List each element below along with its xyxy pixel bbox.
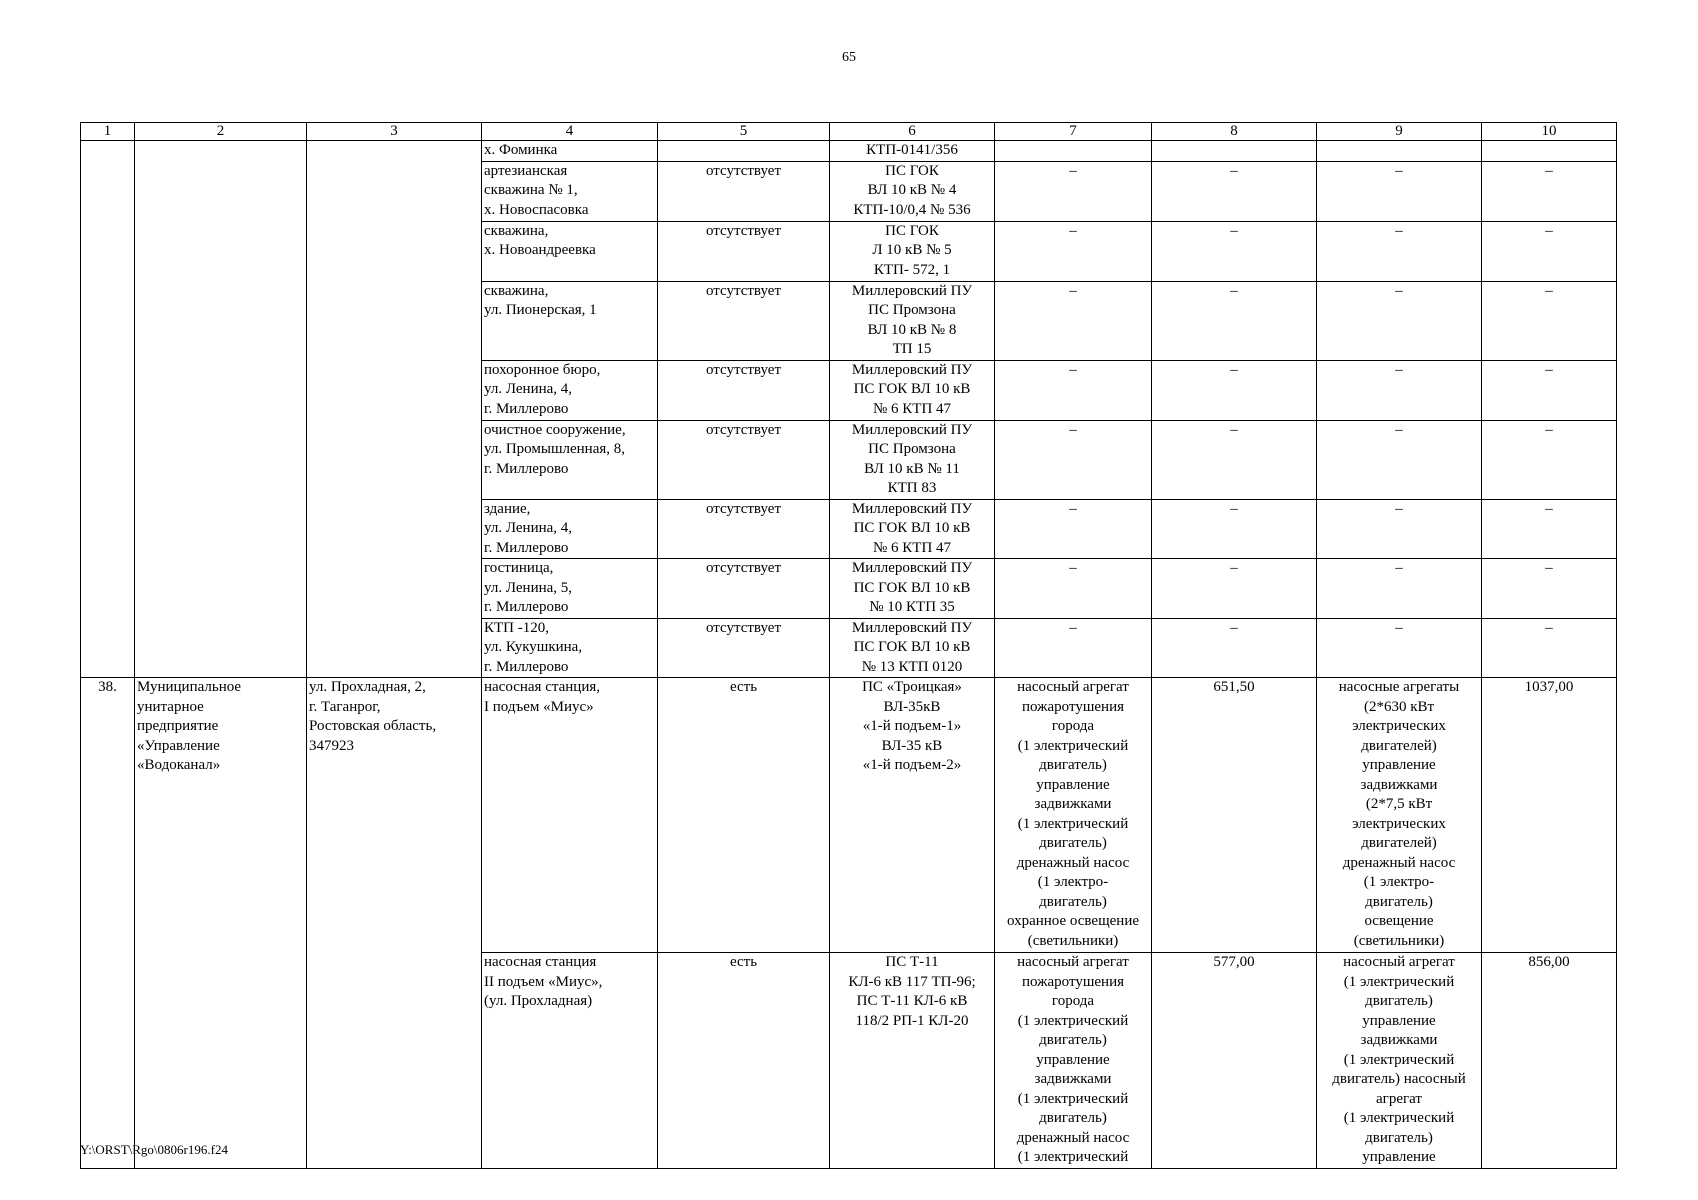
entry-number: 38.	[81, 678, 135, 1169]
header-row	[81, 123, 1617, 141]
reserve-cell: отсутствует	[658, 420, 830, 499]
object-cell: насосная станция II подъем «Миус», (ул. Прохладная)	[482, 953, 658, 1169]
reserve-cell: есть	[658, 678, 830, 953]
object-cell: гостиница, ул. Ленина, 5, г. Миллерово	[482, 559, 658, 619]
reserve-cell: отсутствует	[658, 221, 830, 281]
table-row	[81, 141, 1617, 162]
value-cell: –	[1482, 281, 1617, 360]
power-value: 1037,00	[1482, 678, 1617, 953]
header-cell: 4	[482, 123, 658, 141]
power-value: 651,50	[1152, 678, 1317, 953]
reserve-cell: отсутствует	[658, 360, 830, 420]
reserve-cell: отсутствует	[658, 559, 830, 619]
supply-cell: КТП-0141/356	[830, 141, 995, 162]
value-cell: –	[995, 559, 1152, 619]
value-cell: –	[1317, 499, 1482, 559]
header-cell: 1	[81, 123, 135, 141]
reserve-cell: отсутствует	[658, 618, 830, 678]
value-cell: –	[995, 360, 1152, 420]
value-cell: –	[1482, 360, 1617, 420]
object-cell: артезианская скважина № 1, х. Новоспасовка	[482, 161, 658, 221]
value-cell: –	[1152, 221, 1317, 281]
value-cell	[1317, 141, 1482, 162]
value-cell: –	[1152, 618, 1317, 678]
equipment-cell: насосный агрегат пожаротушения города (1 электрический двигатель) управление задвижками (1 электрический двигатель) дренажный насос (1 электрический	[995, 953, 1152, 1169]
value-cell: –	[1482, 499, 1617, 559]
supply-cell: ПС «Троицкая» ВЛ-35кВ «1-й подъем-1» ВЛ-35 кВ «1-й подъем-2»	[830, 678, 995, 953]
supply-cell: Миллеровский ПУ ПС ГОК ВЛ 10 кВ № 13 КТП 0120	[830, 618, 995, 678]
value-cell: –	[1317, 420, 1482, 499]
file-path-footer: Y:\ORST\Rgo\0806r196.f24	[80, 1142, 228, 1157]
value-cell: –	[1317, 559, 1482, 619]
value-cell: –	[1317, 221, 1482, 281]
object-cell: похоронное бюро, ул. Ленина, 4, г. Миллерово	[482, 360, 658, 420]
header-cell: 7	[995, 123, 1152, 141]
reserve-cell	[658, 141, 830, 162]
data-table	[80, 122, 1617, 1169]
value-cell: –	[1152, 281, 1317, 360]
value-cell	[995, 141, 1152, 162]
value-cell: –	[995, 161, 1152, 221]
object-cell: здание, ул. Ленина, 4, г. Миллерово	[482, 499, 658, 559]
reserve-cell: отсутствует	[658, 499, 830, 559]
value-cell: –	[1317, 161, 1482, 221]
value-cell: –	[995, 221, 1152, 281]
supply-cell: ПС ГОК ВЛ 10 кВ № 4 КТП-10/0,4 № 536	[830, 161, 995, 221]
supply-cell: Миллеровский ПУ ПС Промзона ВЛ 10 кВ № 8 ТП 15	[830, 281, 995, 360]
power-value: 577,00	[1152, 953, 1317, 1169]
supply-cell: ПС ГОК Л 10 кВ № 5 КТП- 572, 1	[830, 221, 995, 281]
value-cell: –	[1317, 360, 1482, 420]
header-cell: 3	[307, 123, 482, 141]
value-cell: –	[1152, 360, 1317, 420]
value-cell: –	[1317, 618, 1482, 678]
value-cell: –	[1317, 281, 1482, 360]
organization-cell: Муниципальное унитарное предприятие «Управление «Водоканал»	[135, 678, 307, 1169]
equipment-cell: насосный агрегат пожаротушения города (1 электрический двигатель) управление задвижками (1 электрический двигатель) дренажный насос (1 электро- двигатель) охранное освещение (светильники)	[995, 678, 1152, 953]
value-cell: –	[1482, 161, 1617, 221]
object-cell: скважина, х. Новоандреевка	[482, 221, 658, 281]
value-cell: –	[1152, 420, 1317, 499]
reserve-cell: отсутствует	[658, 281, 830, 360]
object-cell: скважина, ул. Пионерская, 1	[482, 281, 658, 360]
value-cell: –	[1482, 618, 1617, 678]
page-number: 65	[842, 50, 856, 65]
empty-cell	[135, 141, 307, 678]
header-cell: 8	[1152, 123, 1317, 141]
header-cell: 6	[830, 123, 995, 141]
header-cell: 5	[658, 123, 830, 141]
object-cell: х. Фоминка	[482, 141, 658, 162]
value-cell: –	[995, 618, 1152, 678]
value-cell: –	[1482, 420, 1617, 499]
object-cell: КТП -120, ул. Кукушкина, г. Миллерово	[482, 618, 658, 678]
header-cell: 2	[135, 123, 307, 141]
header-cell: 10	[1482, 123, 1617, 141]
value-cell: –	[1152, 499, 1317, 559]
equipment-cell: насосные агрегаты (2*630 кВт электрических двигателей) управление задвижками (2*7,5 кВт электрических двигателей) дренажный насос (1 электро- двигатель) освещение (светильники)	[1317, 678, 1482, 953]
supply-cell: Миллеровский ПУ ПС ГОК ВЛ 10 кВ № 6 КТП 47	[830, 499, 995, 559]
value-cell: –	[1482, 559, 1617, 619]
reserve-cell: отсутствует	[658, 161, 830, 221]
empty-cell	[307, 141, 482, 678]
value-cell: –	[1482, 221, 1617, 281]
value-cell: –	[1152, 161, 1317, 221]
value-cell: –	[995, 281, 1152, 360]
value-cell	[1482, 141, 1617, 162]
table-row	[81, 678, 1617, 953]
supply-cell: Миллеровский ПУ ПС Промзона ВЛ 10 кВ № 11 КТП 83	[830, 420, 995, 499]
power-value: 856,00	[1482, 953, 1617, 1169]
object-cell: насосная станция, I подъем «Миус»	[482, 678, 658, 953]
value-cell: –	[995, 420, 1152, 499]
equipment-cell: насосный агрегат (1 электрический двигатель) управление задвижками (1 электрический двигатель) насосный агрегат (1 электрический двигатель) управление	[1317, 953, 1482, 1169]
value-cell: –	[1152, 559, 1317, 619]
address-cell: ул. Прохладная, 2, г. Таганрог, Ростовская область, 347923	[307, 678, 482, 1169]
reserve-cell: есть	[658, 953, 830, 1169]
value-cell: –	[995, 499, 1152, 559]
supply-cell: ПС Т-11 КЛ-6 кВ 117 ТП-96; ПС Т-11 КЛ-6 кВ 118/2 РП-1 КЛ-20	[830, 953, 995, 1169]
supply-cell: Миллеровский ПУ ПС ГОК ВЛ 10 кВ № 6 КТП 47	[830, 360, 995, 420]
value-cell	[1152, 141, 1317, 162]
empty-cell	[81, 141, 135, 678]
header-cell: 9	[1317, 123, 1482, 141]
supply-cell: Миллеровский ПУ ПС ГОК ВЛ 10 кВ № 10 КТП 35	[830, 559, 995, 619]
object-cell: очистное сооружение, ул. Промышленная, 8, г. Миллерово	[482, 420, 658, 499]
